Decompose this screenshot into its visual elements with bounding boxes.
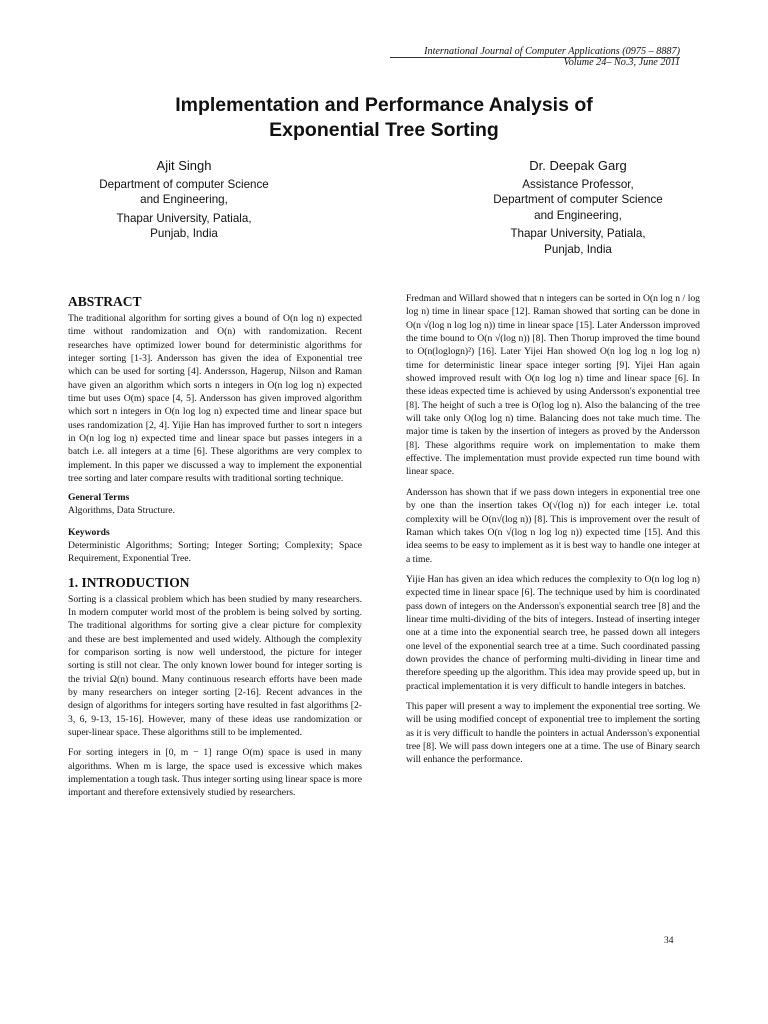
author-affiliation-line: and Engineering, [534,208,622,222]
author-affiliation-line: Department of computer Science [493,193,663,206]
author-block-1 [84,158,284,242]
header-rule [390,57,680,58]
author-affiliation-line: and Engineering, [140,193,228,206]
left-column [68,294,362,807]
author-affiliation-line: Punjab, India [150,227,218,240]
general-terms-heading: General Terms [68,492,130,504]
right-column [406,292,700,774]
introduction-paragraph: Sorting is a classical problem which has been studied by many researchers. In modern computer world most of the problem is being solved by sorting. The traditional algorithms for sorting give a clear picture for complexity and these are best implemented and used widely. Although the complexity for comparison sorting is now well understood, the picture for integer sorting is still not clear. The only known lower bound for integer sorting is the trivial Ω(n) bound. Many continuous research efforts have been made by many researchers on integer sorting [2-16]. Recent advances in the design of algorithms for integers sorting have resulted in fast algorithms [2-3, 6, 9-13, 15-16]. However, many of these ideas use randomization or super-linear space. These algorithms still to be implemented. [68,593,362,738]
journal-volume: Volume 24– No.3, June 2011 [563,57,680,68]
title-line-1: Implementation and Performance Analysis of [175,94,593,116]
author-name: Ajit Singh [156,158,212,173]
introduction-heading: 1. INTRODUCTION [68,574,190,590]
introduction-paragraph: For sorting integers in [0, m − 1] range O(m) space is used in many algorithms. When m is large, the space used is excessive which makes implementation a tough task. Thus integer sorting using linear space is more important and therefore extensively studied by researchers. [68,747,362,799]
title-line-2: Exponential Tree Sorting [269,119,499,141]
abstract-text: The traditional algorithm for sorting gives a bound of O(n log n) expected time without randomization and O(n) with randomization. Recent researches have optimized lower bound for deterministic algorithms for integer sorting [1-3]. Andersson has given the idea of Exponential tree which can be used for sorting [4]. Andersson, Hagerup, Nilson and Raman have given an algorithm which sorts n integers in O(n log log n) expected time but uses O(m) space [4, 5]. Andersson has given improved algorithm which sort n integers in O(n log log n) expected time and linear space but uses randomization [2, 4]. Yijie Han has improved further to sort n integers in O(n log log n) expected time and linear space but passes integers in a batch i.e. all integers at a time [6]. These algorithms are very complex to implement. In this paper we discussed a way to implement the exponential tree sorting and later compare results with traditional sorting technique. [68,313,362,485]
author-affiliation-line: Thapar University, Patiala, [510,227,646,240]
body-paragraph: Andersson has shown that if we pass down integers in exponential tree one by one than the insertion takes O(√(log n)) for each integer i.e. total complexity will be O(n√(log n)) [8]. This is improvement over the result of Raman which takes O(n √(log n log log n)) expected time [15]. And this idea seems to be easy to implement as it is best way to handle one integer at a time. [406,486,700,565]
body-paragraph: This paper will present a way to implement the exponential tree sorting. We will be using modified concept of exponential tree to implement the sorting as it is very difficult to handle the pointers in actual Andersson's exponential tree [8]. We will pass down integers one at a time. The use of Binary search will enhance the performance. [406,700,700,766]
author-affiliation-line: Punjab, India [544,242,612,256]
page-number: 34 [664,936,674,946]
body-paragraph: Yijie Han has given an idea which reduces the complexity to O(n log log n) expected time in linear space [6]. The technique used by him is coordinated pass down of integers on the Andersson's exponential search tree [8] and the linear time multi-dividing of the bits of integers. Instead of inserting integer one at a time into the exponential search tree, he passed down all integers one level of the exponential search tree at a time. Such coordinated passing down provides the chance of performing multi-dividing in linear time and therefore speeding up the algorithm. This idea may provide speed up, but in practical implementation it is very difficult to handle integers in batches. [406,573,700,692]
general-terms-text: Algorithms, Data Structure. [68,505,175,517]
author-affiliation-line: Assistance Professor, [522,177,634,191]
body-paragraph: Fredman and Willard showed that n integers can be sorted in O(n log n / log log n) time in linear space [12]. Raman showed that sorting can be done in O(n √(log n log log n)) time in linear space [15]. Later Andersson improved the time bound to O(n √(log n)) [8]. Then Thorup improved the time bound to O(n(loglogn)²) [16]. Later Yijei Han showed O(n log log n log log n) time for deterministic linear space integer sorting [9]. Yijei Han again showed improved result with O(n log log n) time and linear space [6]. In these ideas expected time is achieved by using Andersson's exponential tree [8]. The height of such a tree is O(log log n). Also the balancing of the tree will take only O(log log n) time. Balancing does not take much time. The major time is taken by the insertion of integers as proved by the Andersson [8]. These algorithms require work on implementation to make them effective. The implementation must provide expected run time bound with linear space. [406,293,700,478]
author-affiliation-line: Thapar University, Patiala, [116,211,252,225]
abstract-heading: ABSTRACT [68,294,142,309]
journal-header [424,46,680,68]
author-name: Dr. Deepak Garg [529,158,627,173]
keywords-heading: Keywords [68,526,110,538]
paper-title [60,93,708,143]
journal-name: International Journal of Computer Applications (0975 – 8887) [424,46,680,57]
author-affiliation-line: Department of computer Science [99,177,269,191]
author-block-2 [478,158,678,257]
keywords-text: Deterministic Algorithms; Sorting; Integer Sorting; Complexity; Space Requirement, Exponential Tree. [68,539,362,565]
